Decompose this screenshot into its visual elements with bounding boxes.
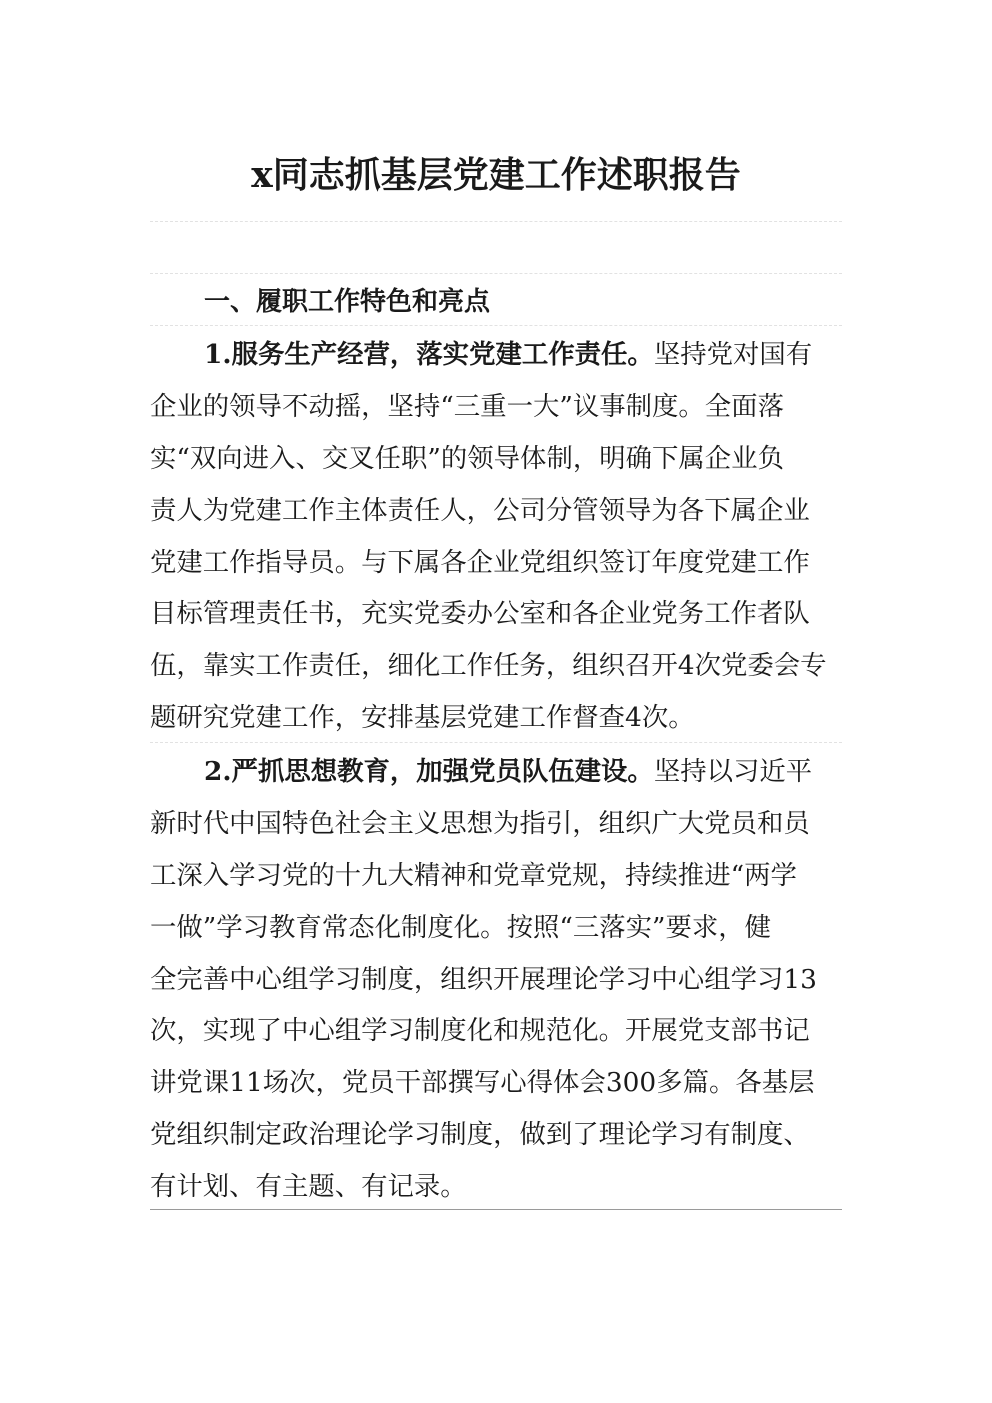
paragraph-line bbox=[150, 746, 850, 798]
paragraph-line bbox=[150, 329, 850, 381]
paragraph-line: 伍，靠实工作责任，细化工作任务，组织召开4次党委会专 bbox=[150, 650, 827, 682]
divider bbox=[150, 1209, 842, 1210]
paragraph-lead: 1.服务生产经营，落实党建工作责任。 bbox=[204, 339, 654, 370]
paragraph-line: 有计划、有主题、有记录。 bbox=[150, 1171, 467, 1203]
paragraph-line: 全完善中心组学习制度，组织开展理论学习中心组学习13 bbox=[150, 963, 817, 995]
section-heading: 一、履职工作特色和亮点 bbox=[204, 287, 491, 317]
paragraph-2 bbox=[150, 746, 850, 1213]
divider bbox=[150, 325, 842, 326]
paragraph-line: 企业的领导不动摇，坚持“三重一大”议事制度。全面落 bbox=[150, 390, 784, 422]
paragraph-line: 工深入学习党的十九大精神和党章党规，持续推进“两学 bbox=[150, 859, 797, 891]
divider bbox=[150, 221, 842, 222]
divider bbox=[150, 273, 842, 274]
paragraph-line: 讲党课11场次，党员干部撰写心得体会300多篇。各基层 bbox=[150, 1067, 815, 1099]
paragraph-line: 一做”学习教育常态化制度化。按照“三落实”要求，健 bbox=[150, 911, 772, 943]
paragraph-line: 目标管理责任书，充实党委办公室和各企业党务工作者队 bbox=[150, 598, 810, 630]
paragraph-text: 坚持以习近平 bbox=[653, 756, 813, 787]
document-title: x同志抓基层党建工作述职报告 bbox=[251, 154, 741, 196]
paragraph-line: 新时代中国特色社会主义思想为指引，组织广大党员和员 bbox=[150, 807, 810, 839]
paragraph-line: 党组织制定政治理论学习制度，做到了理论学习有制度、 bbox=[150, 1119, 810, 1151]
paragraph-line: 责人为党建工作主体责任人，公司分管领导为各下属企业 bbox=[150, 494, 810, 526]
paragraph-line: 题研究党建工作，安排基层党建工作督查4次。 bbox=[150, 702, 695, 734]
paragraph-line: 次，实现了中心组学习制度化和规范化。开展党支部书记 bbox=[150, 1015, 810, 1047]
paragraph-1 bbox=[150, 329, 850, 744]
paragraph-line: 党建工作指导员。与下属各企业党组织签订年度党建工作 bbox=[150, 546, 810, 578]
paragraph-text: 坚持党对国有 bbox=[653, 339, 813, 370]
paragraph-line: 实“双向进入、交叉任职”的领导体制，明确下属企业负 bbox=[150, 442, 784, 474]
divider bbox=[150, 742, 842, 743]
paragraph-lead: 2.严抓思想教育，加强党员队伍建设。 bbox=[204, 756, 654, 787]
